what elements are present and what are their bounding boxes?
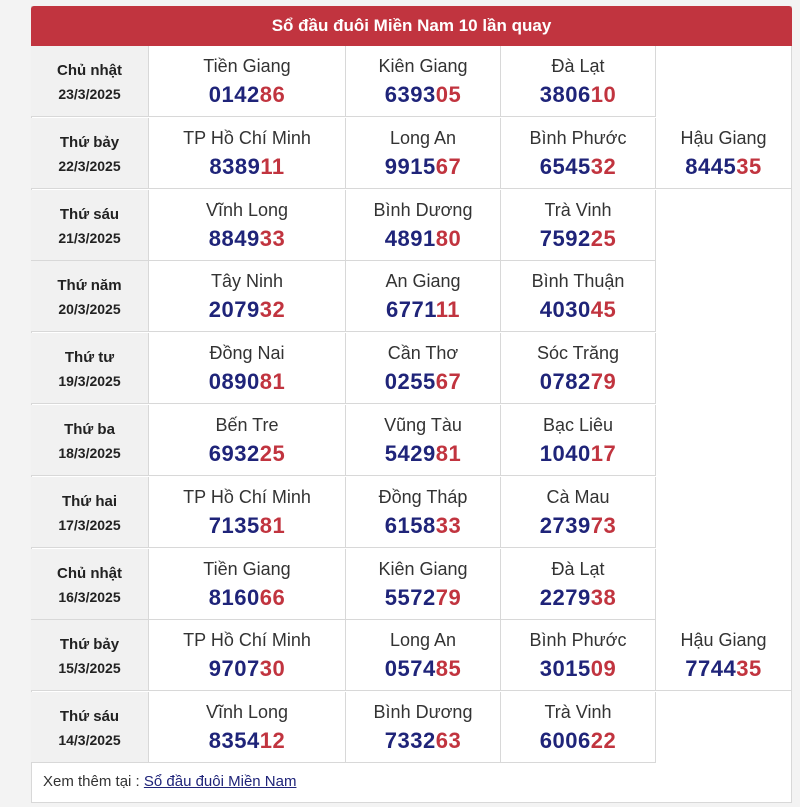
province-name: Kiên Giang (378, 558, 468, 579)
result-number (346, 513, 500, 539)
result-cell (501, 261, 656, 332)
number-tail: 66 (259, 584, 286, 610)
table-row (31, 549, 792, 620)
date-label: 14/3/2025 (58, 732, 121, 749)
result-cell (346, 405, 501, 476)
result-cell (501, 692, 656, 763)
footer-link[interactable]: Sổ đầu đuôi Miền Nam (143, 773, 297, 790)
result-number (346, 585, 500, 611)
result-cell (501, 405, 656, 476)
result-cell (501, 118, 656, 189)
result-cell (501, 549, 656, 620)
weekday-label: Thứ sáu (59, 708, 120, 726)
number-head: 6771 (386, 297, 436, 323)
number-head: 8849 (208, 225, 260, 251)
number-head: 2279 (539, 584, 591, 610)
province-name: Kiên Giang (378, 56, 468, 76)
weekday-label: Thứ hai (61, 492, 118, 510)
weekday-label: Thứ bảy (59, 133, 120, 151)
result-number (346, 154, 500, 180)
province-name: Trà Vinh (544, 199, 612, 220)
date-label: 20/3/2025 (58, 301, 121, 318)
number-tail: 73 (590, 512, 617, 538)
province-name: Đồng Tháp (378, 486, 468, 507)
province-name: Long An (389, 630, 457, 651)
date-cell (31, 333, 149, 404)
result-number (149, 728, 345, 754)
number-head: 6158 (384, 512, 436, 538)
number-head: 7592 (539, 225, 591, 251)
province-name: Cà Mau (546, 486, 610, 507)
number-head: 7332 (384, 728, 436, 754)
number-tail: 81 (435, 441, 462, 466)
result-number (501, 585, 655, 611)
date-cell (31, 405, 149, 476)
province-name: Bình Dương (373, 702, 473, 723)
result-number (346, 369, 500, 395)
number-head: 6545 (539, 153, 591, 179)
result-cell (149, 692, 346, 763)
number-tail: 22 (590, 728, 617, 754)
result-number (149, 585, 345, 611)
province-name: Bình Phước (529, 127, 627, 148)
number-tail: 32 (259, 297, 286, 323)
result-number (149, 656, 345, 682)
number-tail: 11 (260, 153, 285, 179)
result-number (656, 656, 791, 682)
result-cell (346, 46, 501, 117)
number-head: 6932 (208, 441, 260, 466)
number-head: 2739 (539, 512, 591, 538)
date-label: 17/3/2025 (58, 516, 121, 533)
number-tail: 30 (259, 656, 286, 682)
result-number (346, 441, 500, 467)
footer-prefix: Xem thêm tại : (43, 773, 144, 790)
result-number (149, 154, 345, 180)
province-name: An Giang (385, 271, 461, 292)
result-number (346, 656, 500, 682)
number-tail: 86 (259, 82, 286, 107)
number-tail: 79 (435, 584, 462, 610)
weekday-label: Thứ năm (57, 277, 122, 295)
result-cell (501, 333, 656, 404)
number-tail: 79 (590, 369, 617, 395)
number-tail: 12 (259, 728, 286, 754)
date-label: 15/3/2025 (58, 660, 121, 677)
result-cell (656, 620, 792, 691)
footer (31, 764, 792, 800)
province-name: Vĩnh Long (205, 702, 289, 723)
number-tail: 35 (736, 656, 762, 682)
number-tail: 38 (590, 584, 617, 610)
number-head: 9707 (208, 656, 260, 682)
number-tail: 45 (590, 297, 617, 323)
result-cell (149, 190, 346, 261)
province-name: Hậu Giang (680, 127, 767, 148)
result-cell (346, 620, 501, 691)
number-tail: 80 (435, 225, 462, 251)
page-title: Sổ đầu đuôi Miền Nam 10 lần quay (31, 6, 792, 46)
province-name: Hậu Giang (680, 630, 767, 651)
date-label: 23/3/2025 (58, 86, 121, 102)
number-tail: 17 (590, 441, 617, 466)
province-name: Bạc Liêu (542, 415, 614, 435)
number-tail: 35 (736, 153, 762, 179)
number-head: 6393 (384, 82, 436, 107)
result-cell (346, 477, 501, 548)
table-row (31, 190, 792, 261)
result-cell (149, 405, 346, 476)
result-number (149, 297, 345, 323)
table-row (31, 620, 792, 691)
number-tail: 85 (435, 656, 462, 682)
table-row (31, 477, 792, 548)
result-cell (149, 549, 346, 620)
result-cell (346, 261, 501, 332)
province-name: Tây Ninh (210, 271, 284, 292)
number-tail: 25 (590, 225, 617, 251)
number-tail: 81 (259, 369, 286, 395)
result-cell (149, 118, 346, 189)
result-number (501, 82, 655, 108)
number-tail: 05 (435, 82, 462, 107)
province-name: Tiền Giang (203, 56, 291, 76)
number-tail: 11 (435, 297, 460, 323)
number-tail: 32 (590, 153, 617, 179)
result-number (501, 297, 655, 323)
table-row (31, 261, 792, 332)
number-head: 9915 (384, 153, 436, 179)
number-tail: 10 (590, 82, 617, 107)
number-head: 8389 (209, 153, 261, 179)
number-head: 5572 (384, 584, 436, 610)
province-name: Tiền Giang (203, 558, 291, 579)
number-tail: 67 (435, 153, 462, 179)
province-name: Vũng Tàu (384, 415, 462, 435)
number-head: 1040 (539, 441, 591, 466)
weekday-label: Chủ nhật (57, 564, 122, 582)
province-name: Bình Thuận (531, 271, 625, 292)
date-label: 22/3/2025 (58, 157, 121, 174)
date-label: 19/3/2025 (58, 373, 121, 390)
result-number (346, 728, 500, 754)
date-cell (31, 477, 149, 548)
number-tail: 33 (435, 512, 462, 538)
result-number (656, 154, 791, 180)
number-tail: 63 (435, 728, 462, 754)
date-cell (31, 46, 149, 117)
number-tail: 09 (590, 656, 617, 682)
number-head: 4891 (384, 225, 436, 251)
province-name: Đồng Nai (209, 343, 285, 364)
result-number (501, 656, 655, 682)
date-cell (31, 549, 149, 620)
result-number (501, 513, 655, 539)
number-head: 4030 (539, 297, 591, 323)
province-name: Đà Lạt (551, 558, 605, 579)
result-number (346, 82, 500, 108)
weekday-label: Thứ sáu (59, 205, 120, 223)
number-head: 7135 (208, 512, 260, 538)
province-name: Long An (389, 127, 457, 148)
date-cell (31, 118, 149, 189)
result-number (346, 297, 500, 323)
number-head: 0255 (384, 369, 436, 395)
number-tail: 25 (259, 441, 286, 466)
result-number (149, 226, 345, 252)
result-cell (656, 118, 792, 189)
result-number (149, 82, 345, 108)
result-cell (149, 333, 346, 404)
result-cell (501, 190, 656, 261)
number-head: 7744 (685, 656, 737, 682)
table-row (31, 118, 792, 189)
number-head: 3015 (539, 656, 591, 682)
result-number (346, 226, 500, 252)
number-head: 0574 (384, 656, 436, 682)
result-cell (149, 477, 346, 548)
result-cell (346, 333, 501, 404)
result-cell (346, 190, 501, 261)
result-number (149, 513, 345, 539)
date-cell (31, 620, 149, 691)
result-cell (346, 118, 501, 189)
result-cell (149, 261, 346, 332)
weekday-label: Chủ nhật (57, 62, 122, 79)
province-name: Bình Dương (373, 199, 473, 220)
province-name: Đà Lạt (551, 56, 605, 76)
number-head: 0890 (208, 369, 260, 395)
date-label: 18/3/2025 (58, 445, 121, 461)
province-name: TP Hồ Chí Minh (183, 486, 311, 507)
province-name: TP Hồ Chí Minh (183, 630, 311, 651)
table-row (31, 46, 792, 117)
result-cell (501, 620, 656, 691)
province-name: Sóc Trăng (536, 343, 620, 364)
table-row (31, 333, 792, 404)
date-cell (31, 190, 149, 261)
number-tail: 81 (259, 512, 286, 538)
number-head: 6006 (539, 728, 591, 754)
province-name: Trà Vinh (544, 702, 612, 723)
table-row (31, 692, 792, 763)
province-name: TP Hồ Chí Minh (183, 127, 311, 148)
number-tail: 67 (435, 369, 462, 395)
number-head: 8445 (685, 153, 737, 179)
result-number (501, 728, 655, 754)
result-cell (501, 46, 656, 117)
result-cell (149, 46, 346, 117)
result-number (149, 441, 345, 467)
result-number (501, 369, 655, 395)
number-head: 3806 (539, 82, 591, 107)
table-row (31, 405, 792, 476)
date-label: 21/3/2025 (58, 229, 121, 246)
result-number (501, 441, 655, 467)
number-tail: 33 (259, 225, 286, 251)
result-cell (346, 549, 501, 620)
result-number (149, 369, 345, 395)
number-head: 5429 (384, 441, 436, 466)
result-cell (346, 692, 501, 763)
province-name: Cần Thơ (387, 343, 459, 364)
number-head: 8160 (208, 584, 260, 610)
number-head: 0142 (208, 82, 260, 107)
date-cell (31, 261, 149, 332)
result-number (501, 154, 655, 180)
date-label: 16/3/2025 (58, 588, 121, 605)
weekday-label: Thứ bảy (59, 636, 120, 654)
result-number (501, 226, 655, 252)
result-cell (149, 620, 346, 691)
weekday-label: Thứ ba (64, 421, 115, 438)
date-cell (31, 692, 149, 763)
result-cell (501, 477, 656, 548)
weekday-label: Thứ tư (64, 349, 115, 367)
province-name: Vĩnh Long (205, 199, 289, 220)
number-head: 0782 (539, 369, 591, 395)
number-head: 8354 (208, 728, 260, 754)
province-name: Bình Phước (529, 630, 627, 651)
province-name: Bến Tre (215, 415, 279, 435)
number-head: 2079 (208, 297, 260, 323)
